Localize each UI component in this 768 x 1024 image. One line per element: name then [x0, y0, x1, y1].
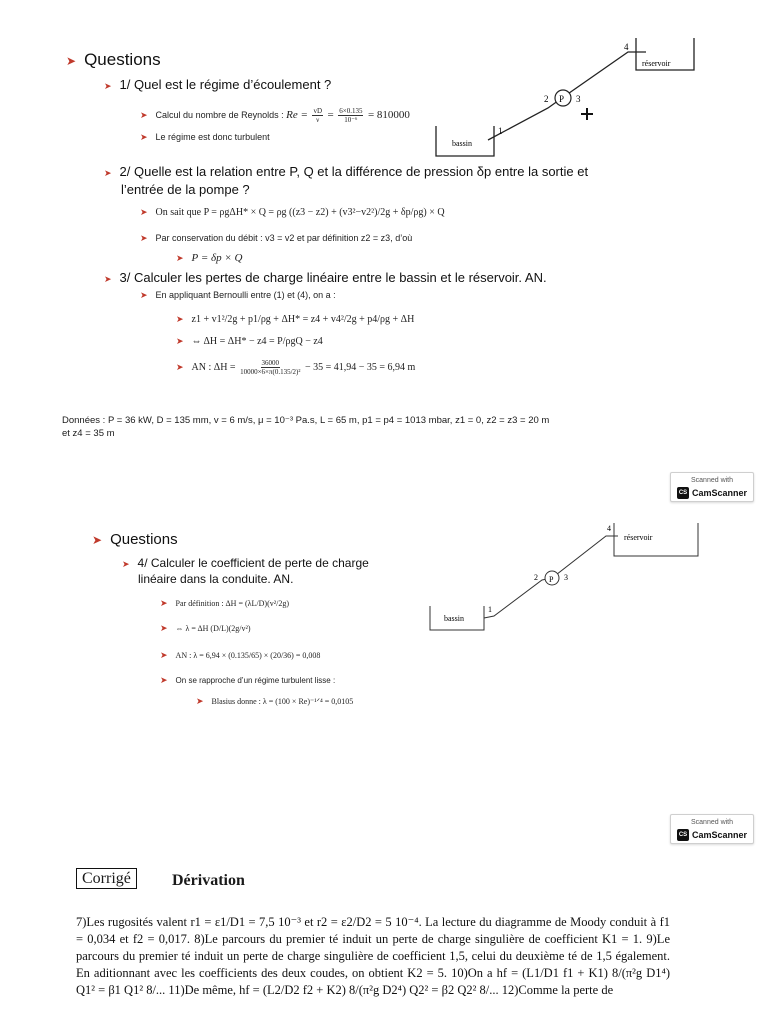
question-2-title: ➤ 2/ Quelle est la relation entre P, Q et la différence de pression δp entre la sortie et	[104, 164, 589, 179]
reservoir-label: réservoir	[642, 59, 671, 68]
bullet-arrow-icon: ➤	[140, 207, 148, 217]
pipe-diagram-1	[430, 36, 705, 166]
pump-label: P	[549, 575, 554, 584]
pump-label: P	[559, 94, 565, 104]
bullet-arrow-icon: ➤	[104, 168, 112, 178]
bullet-arrow-icon: ➤	[140, 109, 148, 120]
camscanner-badge-1: Scanned with CS CamScanner	[670, 472, 754, 502]
node-1-label: 1	[488, 605, 492, 614]
node-2-label: 2	[544, 94, 549, 104]
q1-reynolds-line: ➤ Calcul du nombre de Reynolds : Re = $\frac{vD}{\nu}$ = $\frac{6\times 0.135}{\text{10⁻⁶}}$ = 810000	[140, 107, 410, 124]
bullet-arrow-icon: ➤	[122, 559, 130, 569]
camscanner-badge-2: Scanned with CS CamScanner	[670, 814, 754, 844]
node-3-label: 3	[564, 573, 568, 582]
question-4-title-line2: linéaire dans la conduite. AN.	[138, 572, 294, 586]
node-1-label: 1	[498, 126, 503, 136]
page2-section-title: ➤ Questions	[92, 531, 178, 548]
q2-power-equation: ➤ On sait que P = ρgΔH* × Q = ρg ((z3 − z2) + (v3²−v2²)/2g + δp/ρg) × Q	[140, 207, 445, 218]
q3-numerical-application: ➤ AN : ΔH = $\frac{36000}{\text{10000×6×π(0.135/2)²}}$ − 35 = 41,94 − 35 = 6,94 m	[176, 359, 416, 376]
q4-blasius-line: ➤ Blasius donne : λ = (100 × Re)⁻¹ᐟ⁴ = 0,0105	[196, 696, 354, 706]
bullet-arrow-icon: ➤	[176, 253, 184, 263]
bullet-arrow-icon: ➤	[104, 81, 112, 91]
bullet-arrow-icon: ➤	[140, 233, 148, 243]
corrige-box: Corrigé	[76, 868, 137, 889]
reynolds-values-fraction: $\frac{6\times 0.135}{\text{10⁻⁶}}$	[339, 107, 363, 124]
q4-lambda-line: ➤ ⇔ λ = ΔH (D/L)(2g/v²)	[160, 623, 251, 633]
question-4-title: ➤ 4/ Calculer le coefficient de perte de charge	[122, 556, 369, 570]
question-1-title: ➤ 1/ Quel est le régime d’écoulement ?	[104, 77, 332, 92]
q3-bernoulli-equation: ➤ z1 + v1²/2g + p1/ρg + ΔH* = z4 + v4²/2g + p4/ρg + ΔH	[176, 314, 415, 325]
corrige-heading	[76, 870, 137, 888]
reynolds-fraction: $\frac{vD}{\nu}$	[313, 107, 322, 124]
q3-bernoulli-intro: ➤ En appliquant Bernoulli entre (1) et (4), on a :	[140, 290, 336, 300]
bullet-arrow-icon: ➤	[196, 696, 204, 706]
bullet-arrow-icon: ➤	[160, 650, 168, 660]
pipe-diagram-2	[424, 520, 704, 635]
q4-definition-line: ➤ Par définition : ΔH = (λL/D)(v²/2g)	[160, 598, 290, 608]
bullet-arrow-icon: ➤	[176, 314, 184, 324]
bullet-arrow-icon: ➤	[160, 623, 168, 633]
bullet-arrow-icon: ➤	[176, 336, 184, 346]
corrige-paragraph: 7)Les rugosités valent r1 = ε1/D1 = 7,5 10⁻³ et r2 = ε2/D2 = 5 10⁻⁴. La lecture du diagramme de Moody conduit à f1 = 0,034 et f2 = 0,017. 8)Le parcours du premier té induit un perte de charge singulière de coefficient K1 = 1. 9)Le parcours du premier té induit un perte de charge singulière de coefficient 1,5, celui du deuxième té de 1,5 également. En aditionnant avec les coefficients des deux coudes, on obtient K2 = 5. 10)On a hf = (L1/D1 f1 + K1) 8/(π²g D1⁴) Q1² = β1 Q1² 8/... 11)De même, hf = (L2/D2 f2 + K2) 8/(π²g D2⁴) Q2² = β2 Q2² 8/... 12)Comme la perte de	[76, 915, 670, 997]
q2-conservation-line: ➤ Par conservation du débit : v3 = v2 et par définition z2 = z3, d’où	[140, 233, 413, 243]
donnees-line-1: Données : P = 36 kW, D = 135 mm, v = 6 m/s, μ = 10⁻³ Pa.s, L = 65 m, p1 = p4 = 1013 mbar, z1 = 0, z2 = z3 = 20 m	[62, 415, 550, 426]
bullet-arrow-icon: ➤	[176, 361, 184, 372]
node-4-label: 4	[607, 524, 611, 533]
question-2-title-line2: l’entrée de la pompe ?	[121, 182, 250, 197]
derivation-heading: Dérivation	[172, 872, 245, 889]
bullet-arrow-icon: ➤	[92, 533, 103, 547]
node-2-label: 2	[534, 573, 538, 582]
bullet-arrow-icon: ➤	[160, 675, 168, 685]
question-3-title: ➤ 3/ Calculer les pertes de charge linéaire entre le bassin et le réservoir. AN.	[104, 270, 547, 285]
bullet-arrow-icon: ➤	[160, 598, 168, 608]
bullet-arrow-icon: ➤	[140, 290, 148, 300]
bullet-arrow-icon: ➤	[66, 54, 77, 68]
bullet-arrow-icon: ➤	[104, 274, 112, 284]
bassin-label: bassin	[452, 139, 472, 148]
donnees-line-2: et z4 = 35 m	[62, 428, 115, 439]
node-4-label: 4	[624, 42, 629, 52]
bassin-label: bassin	[444, 614, 464, 623]
q4-an-line: ➤ AN : λ = 6,94 × (0.135/65) × (20/36) = 0,008	[160, 650, 321, 660]
camscanner-logo-icon: CS	[677, 487, 689, 499]
camscanner-logo-icon: CS	[677, 829, 689, 841]
q1-turbulent-line: ➤ Le régime est donc turbulent	[140, 132, 270, 142]
q4-turbulent-line: ➤ On se rapproche d’un régime turbulent lisse :	[160, 675, 336, 685]
page1-section-title: ➤ Questions	[66, 50, 161, 69]
crosshair-cursor-icon	[581, 108, 593, 120]
bullet-arrow-icon: ➤	[140, 132, 148, 142]
an-fraction: $\frac{36000}{\text{10000×6×π(0.135/2)²}}$	[240, 359, 301, 376]
q2-result-line: ➤ P = δp × Q	[176, 252, 243, 264]
q3-head-loss-equation: ➤ ⇔ ΔH = ΔH* − z4 = P/ρgQ − z4	[176, 336, 323, 347]
node-3-label: 3	[576, 94, 581, 104]
reservoir-label: réservoir	[624, 533, 653, 542]
